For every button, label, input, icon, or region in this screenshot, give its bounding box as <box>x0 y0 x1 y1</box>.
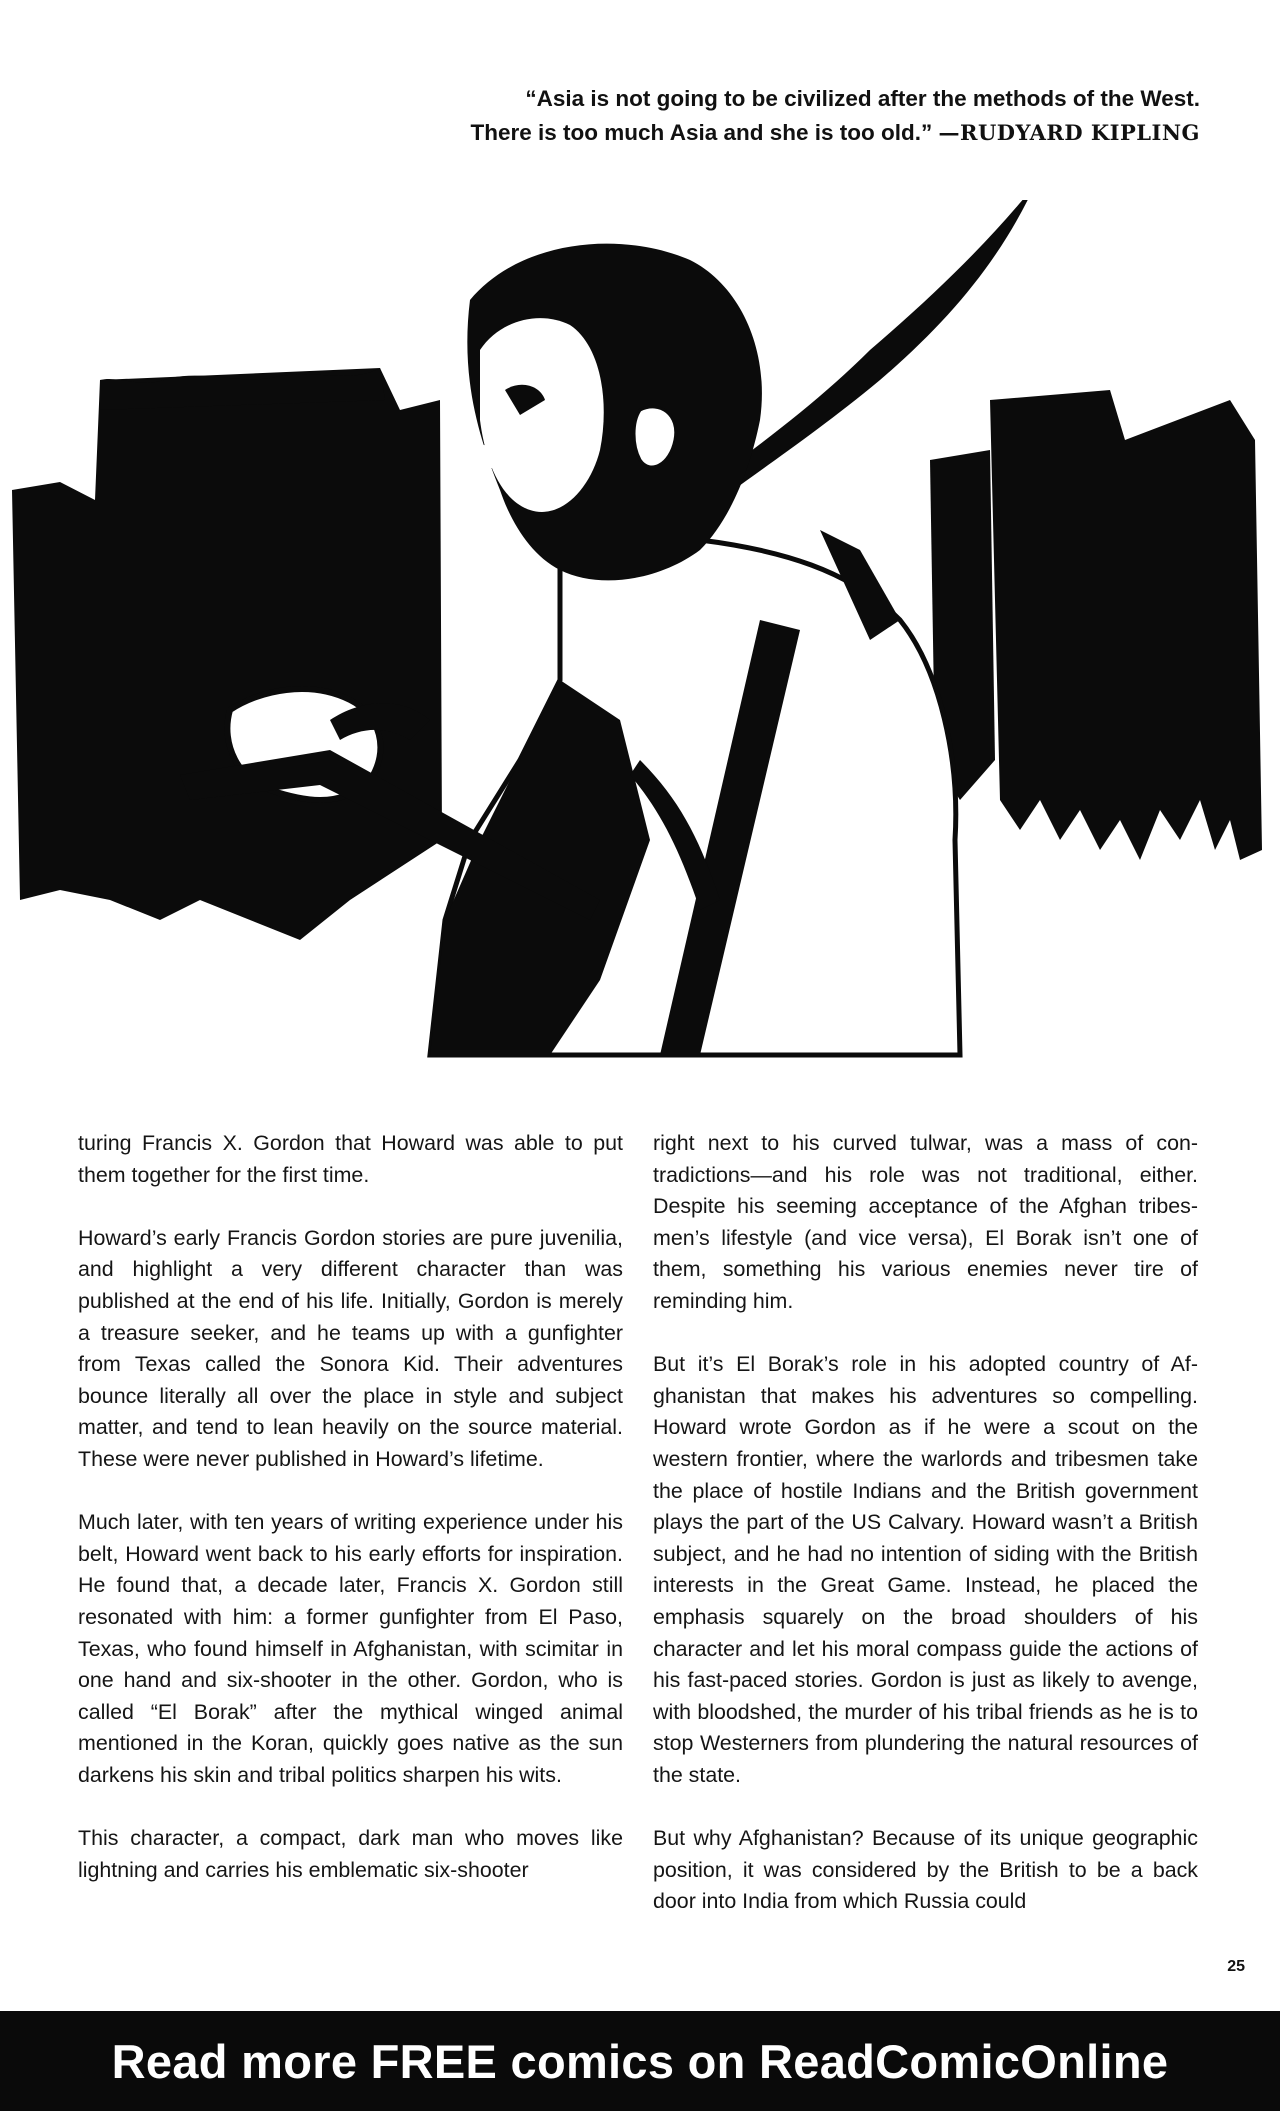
article-left-column <box>78 1128 623 1918</box>
paragraph: But it’s El Borak’s role in his adopted country of Afghanistan that makes his adventures so compelling. Howard wrote Gordon as if he were a scout on the western frontier, where the warlords and tribesmen take the place of hostile Indians and the British government plays the part of the US Calvary. Howard wasn’t a British subject, and he had no intention of siding with the British interests in the Great Game. Instead, he placed the emphasis squarely on the broad shoulders of his character and let his moral compass guide the actions of his fast-paced stories. Gordon is just as likely to avenge, with bloodshed, the murder of his tribal friends as he is to stop Westerners from plundering the natural resources of the state. <box>653 1352 1198 1787</box>
promo-banner-text[interactable]: Read more FREE comics on ReadComicOnline <box>111 2034 1169 2088</box>
svg-text:2009: 2009 <box>973 851 993 860</box>
paragraph: right next to his curved tulwar, was a mass of contradictions—and his role was not traditional, either. Despite his seeming acceptance of the Afghan tribesmen’s lifestyle (and vice versa), El Borak isn’t one of them, something his various enemies never tire of reminding him. <box>653 1131 1198 1313</box>
paragraph: But why Afghanistan? Because of its unique geographic position, it was considered by the British to be a back door into India from which Russia could <box>653 1826 1198 1914</box>
svg-text:WALLACE: WALLACE <box>973 831 1007 840</box>
epigraph-line-1: “Asia is not going to be civilized after the methods of the West. <box>525 86 1200 111</box>
man-with-sword-illustration <box>0 200 1280 1070</box>
paragraph: Howard’s early Francis Gordon stories are pure juvenilia, and highlight a very different character than was published at the end of his life. Initially, Gordon is merely a treasure seeker, and he teams up with a gunfighter from Texas called the Sonora Kid. Their adventures bounce literally all over the place in style and subject matter, and tend to lean heavily on the source material. These were never published in Howard’s lifetime. <box>78 1225 623 1471</box>
epigraph <box>300 82 1200 150</box>
paragraph: Much later, with ten years of writing experience under his belt, Howard went back to his early efforts for inspiration. He found that, a decade later, Francis X. Gordon still resonated with him: a former gunfighter from El Paso, Texas, who found himself in Afghanistan, with scimitar in one hand and six-shooter in the other. Gordon, who is called “El Borak” after the mythical winged animal mentioned in the Koran, quickly goes native as the sun darkens his skin and tribal politics sharpen his wits. <box>78 1510 623 1787</box>
paragraph: turing Francis X. Gordon that Howard was able to put them together for the first time. <box>78 1131 623 1187</box>
paragraph: This character, a compact, dark man who moves like lightning and carries his emblematic six-shooter <box>78 1826 623 1882</box>
illustration-svg <box>0 200 1280 1070</box>
epigraph-author: —RUDYARD KIPLING <box>938 120 1200 145</box>
article-right-column <box>653 1128 1198 1949</box>
epigraph-quote-text: There is too much Asia and she is too old.” <box>470 120 933 145</box>
svg-text:TIMO: TIMO <box>973 821 993 830</box>
page-number: 25 <box>1227 1958 1245 1975</box>
svg-text:SMITH: SMITH <box>973 841 998 850</box>
promo-banner[interactable] <box>0 2011 1280 2111</box>
epigraph-line-2 <box>300 116 1200 150</box>
artist-signature <box>973 821 1007 860</box>
